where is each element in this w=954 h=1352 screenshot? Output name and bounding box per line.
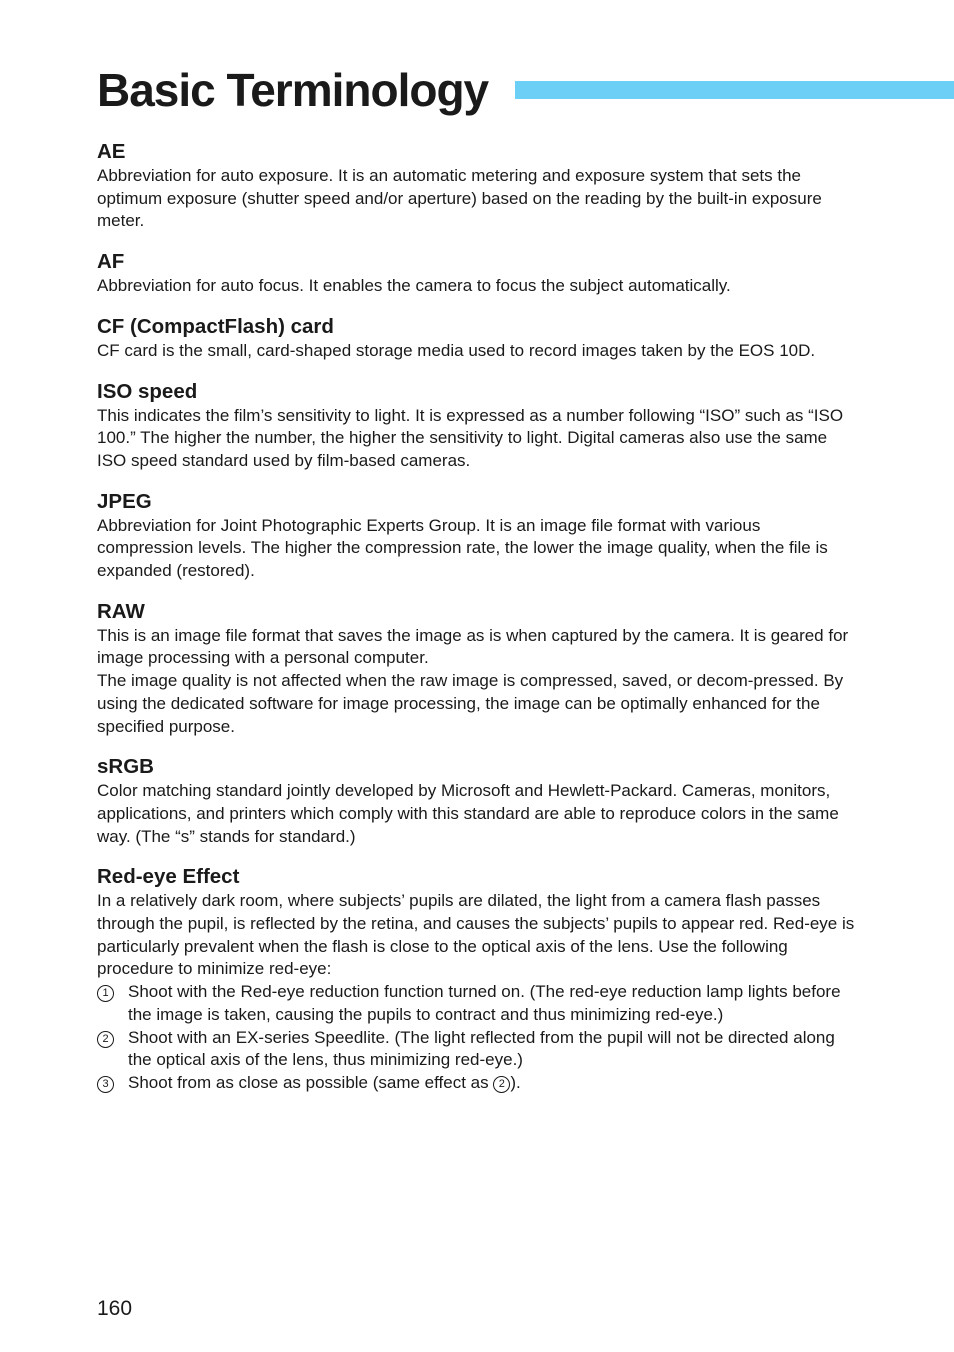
term-heading: AE bbox=[97, 140, 126, 163]
term-description: CF card is the small, card-shaped storage media used to record images taken by the EOS 10D. bbox=[97, 340, 816, 360]
circled-number-reference: 2 bbox=[493, 1076, 510, 1093]
step-item bbox=[97, 981, 859, 1026]
step-text: Shoot from as close as possible (same effect as bbox=[128, 1072, 494, 1092]
term-description: Abbreviation for Joint Photographic Experts Group. It is an image file format with various compression levels. The higher the compression rate, the lower the image quality, when the file is expanded (restored). bbox=[97, 515, 828, 581]
term-description-continued: The image quality is not affected when the raw image is compressed, saved, or decom-pressed. By using the dedicated software for image processing, the image can be optimally enhanced for the specified purpose. bbox=[97, 671, 844, 736]
term-cf-card bbox=[97, 313, 859, 363]
circled-number: 3 bbox=[97, 1076, 114, 1093]
term-description: Color matching standard jointly developed by Microsoft and Hewlett-Packard. Cameras, monitors, applications, and printers which comply with this standard are able to reproduce colors in the same way. (The “s” stands for standard.) bbox=[97, 781, 839, 846]
step-item bbox=[97, 1072, 859, 1095]
term-af bbox=[97, 248, 859, 298]
step-item bbox=[97, 1027, 859, 1072]
term-heading: CF (CompactFlash) card bbox=[97, 314, 334, 338]
terminology-list bbox=[97, 138, 859, 1110]
term-description: Abbreviation for auto focus. It enables the camera to focus the subject automatically. bbox=[97, 276, 731, 296]
term-iso-speed bbox=[97, 378, 859, 473]
term-raw bbox=[97, 598, 859, 739]
term-jpeg bbox=[97, 488, 859, 583]
term-heading: sRGB bbox=[97, 755, 154, 779]
step-number-badge bbox=[97, 981, 114, 1004]
term-description: Abbreviation for auto exposure. It is an automatic metering and exposure system that sets the optimum exposure (shutter speed and/or aperture) based on the reading by the built-in exposure meter. bbox=[97, 166, 822, 231]
term-description: In a relatively dark room, where subjects’ pupils are dilated, the light from a camera flash passes through the pupil, is reflected by the retina, and causes the subjects’ pupils to appear red. Red-eye is particularly prevalent when the flash is close to the optical axis of the lens. Use the following procedure to minimize red-eye: bbox=[97, 891, 855, 979]
term-heading: RAW bbox=[97, 599, 145, 623]
term-description: This indicates the film’s sensitivity to light. It is expressed as a number following “ISO” such as “ISO 100.” The higher the number, the higher the sensitivity to light. Digital cameras also use the same ISO speed standard used by film-based cameras. bbox=[97, 405, 844, 470]
title-accent-bar bbox=[515, 81, 954, 99]
page-title: Basic Terminology bbox=[97, 64, 489, 116]
step-number-badge bbox=[97, 1027, 114, 1050]
term-description: This is an image file format that saves the image as is when captured by the camera. It is geared for image processing with a personal computer. bbox=[97, 625, 849, 668]
term-ae bbox=[97, 138, 859, 233]
term-srgb bbox=[97, 753, 859, 848]
step-text-end: ). bbox=[510, 1072, 521, 1092]
term-heading: Red-eye Effect bbox=[97, 865, 240, 889]
circled-number: 1 bbox=[97, 985, 114, 1002]
term-heading: JPEG bbox=[97, 489, 152, 513]
step-number-badge bbox=[97, 1072, 114, 1095]
term-heading: AF bbox=[97, 250, 125, 274]
term-heading: ISO speed bbox=[97, 379, 198, 403]
circled-number: 2 bbox=[97, 1031, 114, 1048]
page-header bbox=[97, 64, 954, 120]
step-text: Shoot with an EX-series Speedlite. (The light reflected from the pupil will not be directed along the optical axis of the lens, thus minimizing red-eye.) bbox=[128, 1027, 835, 1070]
step-text: Shoot with the Red-eye reduction function turned on. (The red-eye reduction lamp lights before the image is taken, causing the pupils to contract and thus minimizing red-eye.) bbox=[128, 982, 841, 1024]
red-eye-steps-list bbox=[97, 981, 859, 1095]
page-number: 160 bbox=[97, 1297, 133, 1320]
term-red-eye-effect bbox=[97, 863, 859, 1094]
